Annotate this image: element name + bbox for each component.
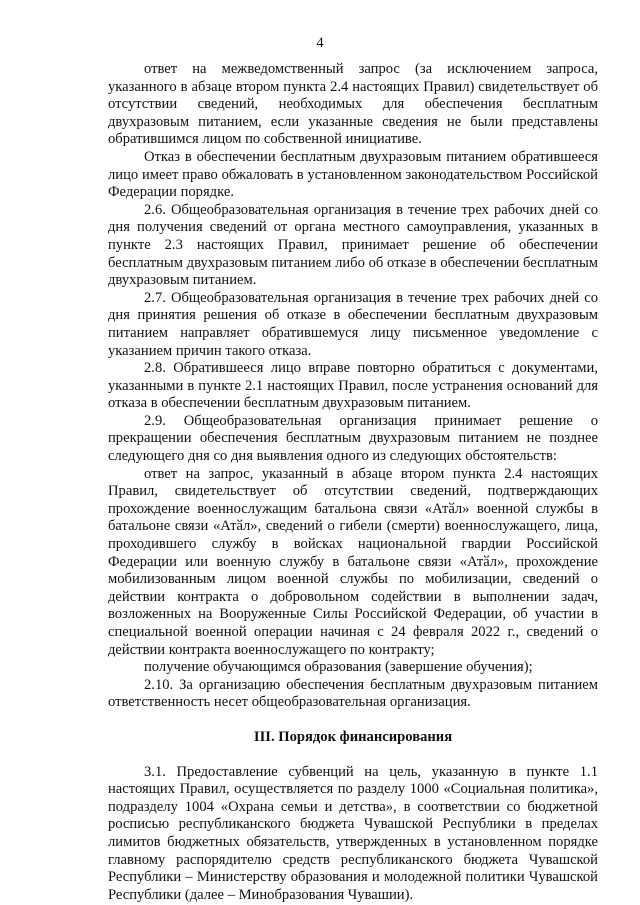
spacer xyxy=(108,747,598,764)
paragraph: Отказ в обеспечении бесплатным двухразовым питанием обратившееся лицо имеет право обжаловать в установленном законодательством Российской Федерации порядке. xyxy=(108,148,598,201)
paragraph: получение обучающимся образования (завершение обучения); xyxy=(144,659,533,676)
document-body xyxy=(108,61,598,904)
paragraph: ответ на межведомственный запрос (за исключением запроса, указанного в абзаце втором пункта 2.4 настоящих Правил) свидетельствует об отсутствии сведений, необходимых для обеспечения бесплатным двухразовым питанием, если указанные сведения не были представлены обратившимся лицом по собственной инициативе. xyxy=(108,61,598,148)
paragraph: 2.8. Обратившееся лицо вправе повторно обратиться с документами, указанными в пункте 2.1 настоящих Правил, после устранения оснований для отказа в обеспечении бесплатным двухразовым питанием. xyxy=(108,360,598,412)
page-number: 4 xyxy=(316,35,324,51)
paragraph: 2.10. За организацию обеспечения бесплатным двухразовым питанием ответственность несет общеобразовательная организация. xyxy=(108,676,598,711)
spacer xyxy=(108,712,598,729)
paragraph: 2.6. Общеобразовательная организация в течение трех рабочих дней со дня получения сведений от органа местного самоуправления, указанных в пункте 2.3 настоящих Правил, принимает решение об обеспечении бесплатным двухразовым питанием либо об отказе в обеспечении бесплатным двухразовым питанием. xyxy=(108,201,598,289)
section-heading: III. Порядок финансирования xyxy=(253,728,453,745)
paragraph: 2.7. Общеобразовательная организация в течение трех рабочих дней со дня принятия решения об отказе в обеспечении бесплатным двухразовым питанием направляет обратившемуся лицу письменное уведомление с указанием причин такого отказа. xyxy=(108,289,598,359)
paragraph: 2.9. Общеобразовательная организация принимает решение о прекращении обеспечения бесплатным двухразовым питанием не позднее следующего дня со дня выявления одного из следующих обстоятельств: xyxy=(108,412,598,465)
paragraph: 3.1. Предоставление субвенций на цель, указанную в пункте 1.1 настоящих Правил, осуществляется по разделу 1000 «Социальная политика», подразделу 1004 «Охрана семьи и детства», в соответствии со бюджетной росписью республиканского бюджета Чувашской Республики в пределах лимитов бюджетных обязательств, утвержденных в установленном порядке главному распорядителю средств республиканского бюджета Чувашской Республики – Министерству образования и молодежной политики Чувашской Республики (далее – Минобразования Чувашии). xyxy=(108,763,598,903)
paragraph: ответ на запрос, указанный в абзаце втором пункта 2.4 настоящих Правил, свидетельствует об отсутствии сведений, подтверждающих прохождение военнослужащим батальона связи «Атӑл» военной службы в батальоне связи «Атӑл», сведений о гибели (смерти) военнослужащего, лица, проходившего службу в войсках национальной гвардии Российской Федерации или военную службу в батальоне связи «Атӑл», прохождение мобилизованным лицом военной службы по мобилизации, сведений о действии контракта о добровольном содействии в выполнении задач, возложенных на Вооруженные Силы Российской Федерации, об участии в специальной военной операции начиная с 24 февраля 2022 г., сведений о действии контракта военнослужащего по контракту; xyxy=(108,465,598,658)
